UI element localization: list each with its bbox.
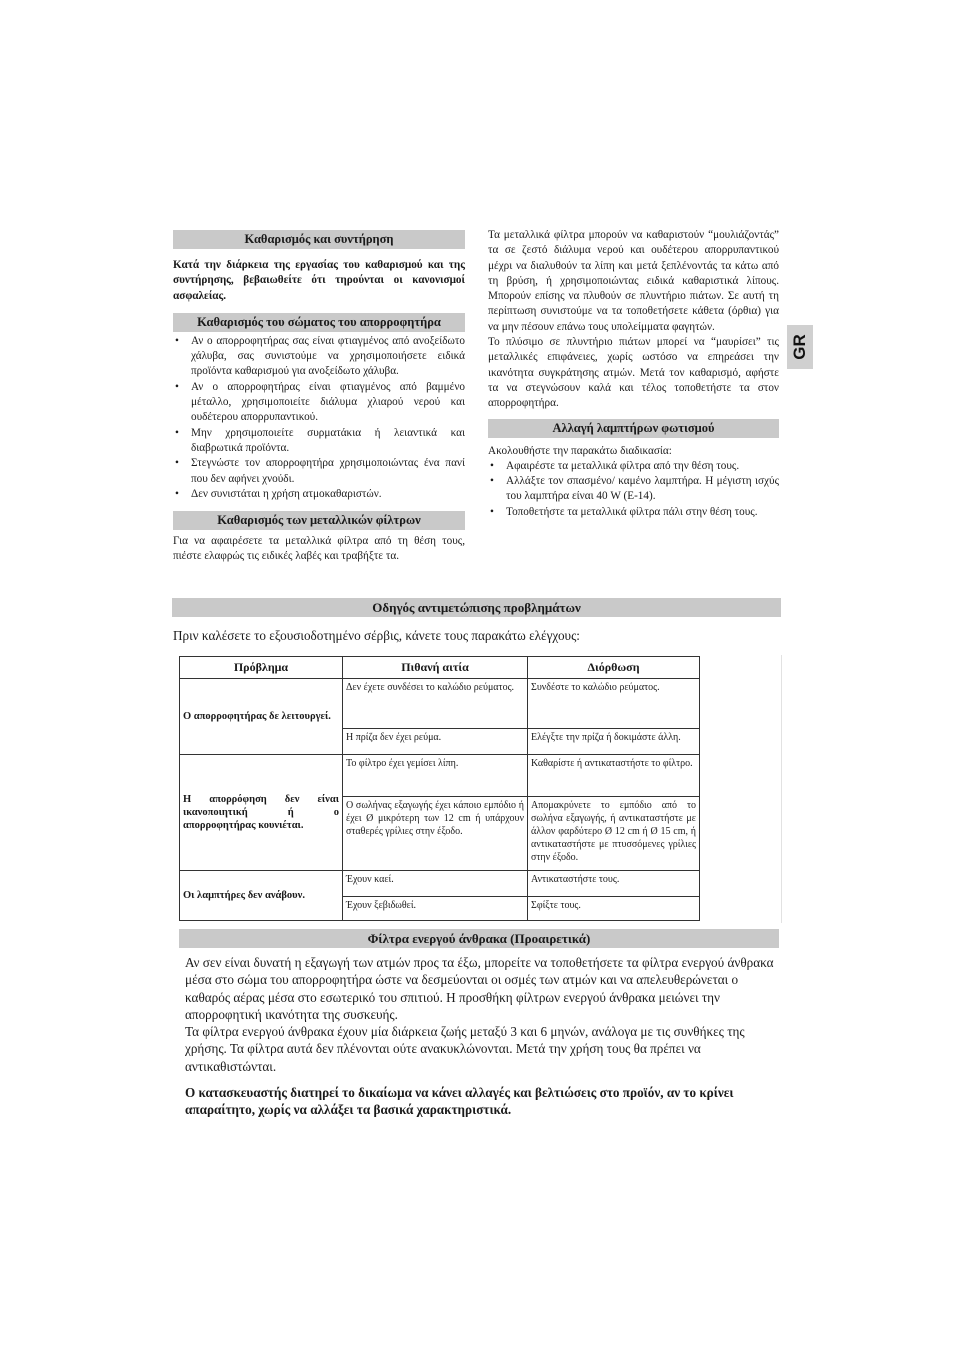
carbon-filters-text: Αν σεν είναι δυνατή η εξαγωγή των ατμών προς τα έξω, μπορείτε να τοποθετήσετε τα φίλτρα ενεργού άνθρακα μέσα στο σώμα του απορροφητήρα ώστε να δεσμεύονται οι οσμές των ατμών και να απελευθερώνεται ο καθαρός αέρας μέσα στο εσωτερικό του σπιτιού. Η προσθήκη φίλτρων ενεργού άνθρακα μειώνει την απορροφητική ικανότητα της συσκευής. bbox=[185, 955, 774, 1022]
lamps-steps-list bbox=[488, 459, 779, 520]
section-header-carbon-filters: Φίλτρα ενεργού άνθρακα (Προαιρετικά) bbox=[179, 929, 779, 948]
cause-cell: Έχουν ξεβιδωθεί. bbox=[343, 897, 528, 921]
section-header-cleaning: Καθαρισμός και συντήρηση bbox=[173, 230, 465, 249]
metal-filters-wash-text: Τα μεταλλικά φίλτρα μπορούν να καθαριστούν “μουλιάζοντάς” τα σε ζεστό διάλυμα νερού και ουδέτερου απορρυπαντικού μέχρι να διαλυθούν τα λίπη και μετά ξεπλένοντάς τα κάτω από τη βρύση, ή χρησιμοποιώντας ειδικά καθαριστικά λίπους. Μπορούν επίσης να πλυθούν σε πλυντήριο πιάτων. Σε αυτή τη περίπτωση συνιστούμε να τα τοποθετήσετε κάθετα (όρθια) για να μην πέσουν επάνω τους υπολείμματα φαγητών. bbox=[488, 229, 779, 333]
table-row bbox=[180, 871, 700, 897]
list-item: • Αν ο απορροφητήρας σας είναι φτιαγμένος από ανοξείδωτο χάλυβα, σας συνιστούμε να χρησιμοποιήσετε ειδικά προϊόντα καθαρισμού για ανοξείδωτο χάλυβα. bbox=[173, 334, 465, 380]
cause-cell: Ο σωλήνας εξαγωγής έχει κάποιο εμπόδιο ή έχει Ø μικρότερη των 12 cm ή υπάρχουν σταθερές γρίλιες στην έξοδο. bbox=[343, 797, 528, 871]
list-item: • Στεγνώστε τον απορροφητήρα χρησιμοποιώντας ένα πανί που δεν αφήνει χνούδι. bbox=[173, 456, 465, 487]
metal-filters-dishwasher-text: Το πλύσιμο σε πλυντήριο πιάτων μπορεί να “μαυρίσει” τις μεταλλικές επιφάνειες, χωρίς ωστόσο να επηρεάσει την ικανότητα συγκράτησης ατμών. Μετά τον καθαρισμό, αφήστε τα να στεγνώσουν καλά και τέλος τοποθετήστε τα στον απορροφητήρα. bbox=[488, 336, 779, 410]
section-header-lamps: Αλλαγή λαμπτήρων φωτισμού bbox=[488, 419, 779, 438]
fix-cell: Σφίξτε τους. bbox=[528, 897, 700, 921]
list-item: • Δεν συνιστάται η χρήση ατμοκαθαριστών. bbox=[173, 487, 465, 502]
right-column bbox=[488, 228, 779, 520]
fix-cell: Ελέγξτε την πρίζα ή δοκιμάστε άλλη. bbox=[528, 729, 700, 755]
list-item: • Τοποθετήστε τα μεταλλικά φίλτρα πάλι στην θέση τους. bbox=[488, 505, 779, 520]
lamps-intro-text: Ακολουθήστε την παρακάτω διαδικασία: bbox=[488, 444, 672, 457]
manufacturer-note: Ο κατασκευαστής διατηρεί το δικαίωμα να κάνει αλλαγές και βελτιώσεις στο προϊόν, αν το κρίνει απαραίτητο, χωρίς να αλλάξει τα βασικά χαρακτηριστικά. bbox=[185, 1085, 734, 1118]
left-column bbox=[173, 230, 465, 565]
troubleshooting-intro: Πριν καλέσετε το εξουσιοδοτημένο σέρβις, κάνετε τους παρακάτω ελέγχους: bbox=[173, 628, 580, 643]
column-header-problem: Πρόβλημα bbox=[180, 657, 343, 679]
table-row bbox=[180, 755, 700, 797]
problem-cell: Οι λαμπτήρες δεν ανάβουν. bbox=[180, 871, 343, 921]
carbon-filters-lifetime-text: Τα φίλτρα ενεργού άνθρακα έχουν μία διάρκεια ζωής μεταξύ 3 και 6 μηνών, ανάλογα με τις συνθήκες της χρήσης. Τα φίλτρα αυτά δεν πλένονται ούτε ανακυκλώνονται. Μετά την χρήση τους θα πρέπει να αντικαθιστώνται. bbox=[185, 1024, 745, 1074]
list-item: • Αλλάξτε τον σπασμένο/ καμένο λαμπτήρα. Η μέγιστη ισχύς του λαμπτήρα είναι 40 W (E-14). bbox=[488, 474, 779, 505]
cause-cell: Το φίλτρο έχει γεμίσει λίπη. bbox=[343, 755, 528, 797]
carbon-filters-body bbox=[185, 954, 779, 1119]
column-header-fix: Διόρθωση bbox=[528, 657, 700, 679]
table-row bbox=[180, 679, 700, 729]
problem-cell: Ο απορροφητήρας δε λειτουργεί. bbox=[180, 679, 343, 755]
problem-cell: Η απορρόφηση δεν είναι ικανοποιητική ή ο απορροφητήρας κουνιέται. bbox=[180, 755, 343, 871]
fix-cell: Αντικαταστήστε τους. bbox=[528, 871, 700, 897]
list-item: • Μην χρησιμοποιείτε συρματάκια ή λειαντικά και διαβρωτικά προϊόντα. bbox=[173, 426, 465, 457]
hood-body-cleaning-list bbox=[173, 334, 465, 502]
cause-cell: Δεν έχετε συνδέσει το καλώδιο ρεύματος. bbox=[343, 679, 528, 729]
list-item: • Αφαιρέστε τα μεταλλικά φίλτρα από την θέση τους. bbox=[488, 459, 779, 474]
fix-cell: Απομακρύνετε το εμπόδιο από το σωλήνα εξαγωγής, ή αντικαταστήστε με άλλον φαρδύτερο Ø 12 cm ή Ø 15 cm, ή αντικαταστήστε με πτυσσόμενες γρίλιες στην έξοδο. bbox=[528, 797, 700, 871]
cause-cell: Έχουν καεί. bbox=[343, 871, 528, 897]
section-header-troubleshooting: Οδηγός αντιμετώπισης προβλημάτων bbox=[172, 598, 781, 617]
list-item: • Αν ο απορροφητήρας είναι φτιαγμένος από βαμμένο μέταλλο, χρησιμοποιείτε διάλυμα χλιαρού νερού και ουδέτερου απορρυπαντικού. bbox=[173, 380, 465, 426]
language-tab-label: GR bbox=[790, 334, 809, 360]
troubleshooting-table bbox=[179, 656, 700, 921]
column-header-cause: Πιθανή αιτία bbox=[343, 657, 528, 679]
section-header-hood-body: Καθαρισμός του σώματος του απορροφητήρα bbox=[173, 313, 465, 332]
language-tab bbox=[787, 325, 813, 369]
section-header-metal-filters: Καθαρισμός των μεταλλικών φίλτρων bbox=[173, 511, 465, 530]
metal-filters-removal-text: Για να αφαιρέσετε τα μεταλλικά φίλτρα από τη θέση τους, πιέστε ελαφρώς τις ειδικές λαβές και τραβήξτε τα. bbox=[173, 535, 465, 563]
cause-cell: Η πρίζα δεν έχει ρεύμα. bbox=[343, 729, 528, 755]
fix-cell: Καθαρίστε ή αντικαταστήστε το φίλτρο. bbox=[528, 755, 700, 797]
table-header-row bbox=[180, 657, 700, 679]
fix-cell: Συνδέστε το καλώδιο ρεύματος. bbox=[528, 679, 700, 729]
cleaning-safety-warning: Κατά την διάρκεια της εργασίας του καθαρισμού και της συντήρησης, βεβαιωθείτε ότι τηρούνται οι κανονισμοί ασφαλείας. bbox=[173, 259, 465, 302]
